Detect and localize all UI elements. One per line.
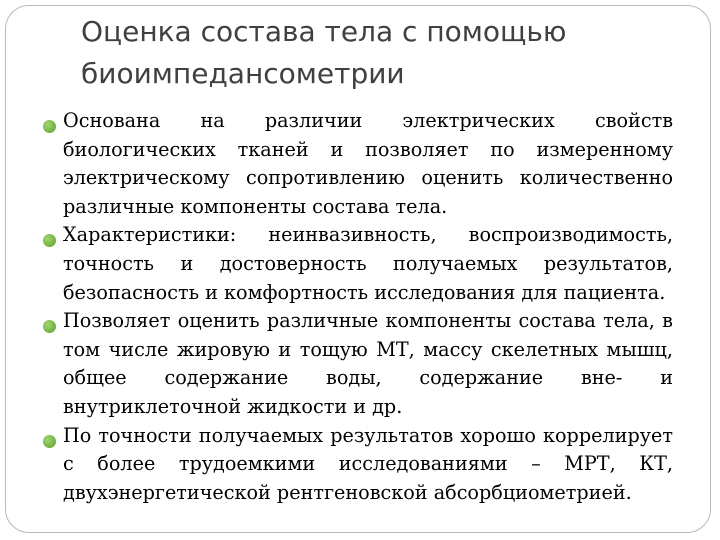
bullet-item bbox=[63, 221, 673, 307]
bullet-text: По точности получаемых результатов хорошо коррелирует с более трудоемкими исследованиями – МРТ, КТ, двухэнергетической рентгеновской абсорбциометрией. bbox=[63, 423, 673, 504]
bullet-text: Основана на различии электрических свойств биологических тканей и позволяет по измеренному электрическому сопротивлению оценить количественно различные компоненты состава тела. bbox=[63, 109, 673, 218]
green-dot-icon bbox=[44, 113, 54, 129]
green-dot-icon bbox=[44, 227, 54, 243]
bullet-item bbox=[63, 422, 673, 508]
bullet-text: Позволяет оценить различные компоненты состава тела, в том числе жировую и тощую МТ, массу скелетных мышц, общее содержание воды, содержание вне- и внутриклеточной жидкости и др. bbox=[63, 309, 673, 418]
bullet-item bbox=[63, 307, 673, 421]
bullet-text: Характеристики: неинвазивность, воспроизводимость, точность и достоверность получаемых результатов, безопасность и комфортность исследования для пациента. bbox=[63, 223, 673, 304]
slide-title: Оценка состава тела с помощью биоимпедансометрии bbox=[81, 15, 567, 90]
bullet-list bbox=[63, 107, 673, 507]
green-dot-icon bbox=[44, 313, 54, 329]
bullet-item bbox=[63, 107, 673, 221]
green-dot-icon bbox=[44, 428, 54, 444]
